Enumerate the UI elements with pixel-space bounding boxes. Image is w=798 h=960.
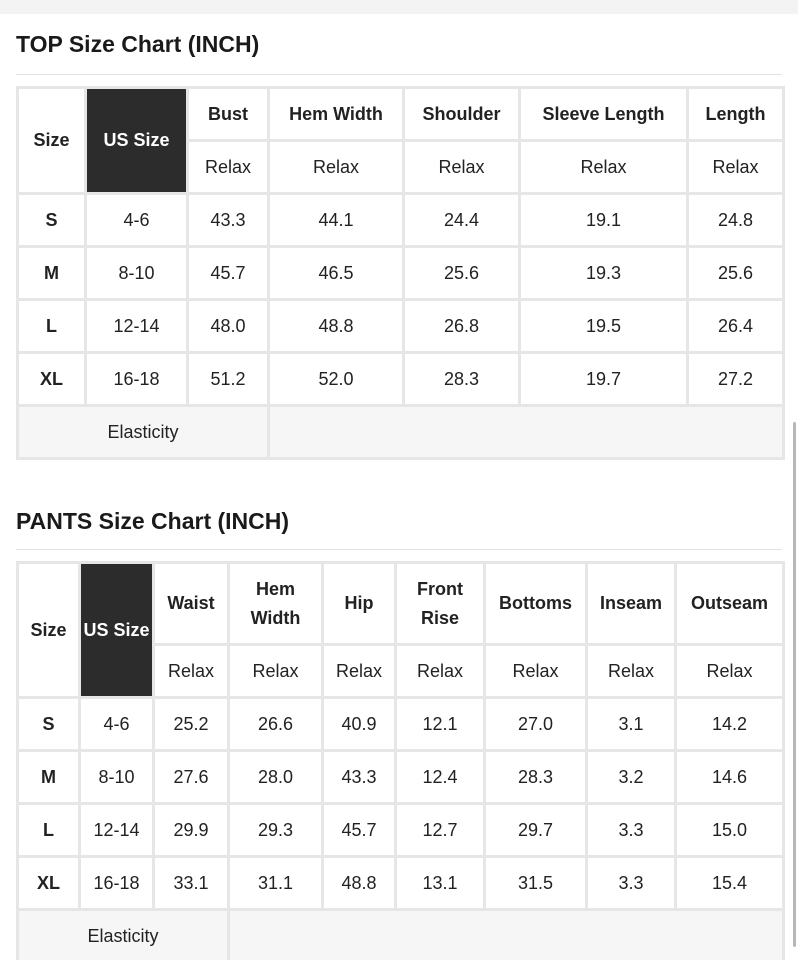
top-size-table-body <box>18 88 784 459</box>
us-size-cell: 12-14 <box>86 300 188 353</box>
relax-subheader: Relax <box>404 141 520 194</box>
value-cell: 48.0 <box>188 300 269 353</box>
value-cell: 31.1 <box>229 857 323 910</box>
elasticity-row <box>18 406 784 459</box>
table-row <box>18 804 784 857</box>
relax-subheader: Relax <box>587 645 676 698</box>
size-header: Size <box>18 563 80 698</box>
table-row <box>18 698 784 751</box>
value-cell: 3.2 <box>587 751 676 804</box>
value-cell: 26.8 <box>404 300 520 353</box>
value-cell: 19.7 <box>520 353 688 406</box>
value-cell: 14.6 <box>676 751 784 804</box>
value-cell: 3.3 <box>587 804 676 857</box>
elasticity-value <box>269 406 784 459</box>
us-size-cell: 16-18 <box>86 353 188 406</box>
value-cell: 25.6 <box>688 247 784 300</box>
value-cell: 24.8 <box>688 194 784 247</box>
column-header: Hem Width <box>269 88 404 141</box>
relax-subheader: Relax <box>269 141 404 194</box>
size-cell: XL <box>18 857 80 910</box>
top-chart-title: TOP Size Chart (INCH) <box>16 14 782 75</box>
us-size-cell: 12-14 <box>80 804 154 857</box>
us-size-cell: 8-10 <box>80 751 154 804</box>
value-cell: 48.8 <box>323 857 396 910</box>
table-row <box>18 353 784 406</box>
value-cell: 12.4 <box>396 751 485 804</box>
us-size-cell: 8-10 <box>86 247 188 300</box>
relax-subheader: Relax <box>676 645 784 698</box>
value-cell: 44.1 <box>269 194 404 247</box>
size-cell: S <box>18 698 80 751</box>
value-cell: 40.9 <box>323 698 396 751</box>
size-cell: XL <box>18 353 86 406</box>
value-cell: 33.1 <box>154 857 229 910</box>
size-cell: L <box>18 300 86 353</box>
value-cell: 27.2 <box>688 353 784 406</box>
size-header: Size <box>18 88 86 194</box>
value-cell: 27.0 <box>485 698 587 751</box>
top-size-table <box>16 86 785 460</box>
value-cell: 46.5 <box>269 247 404 300</box>
column-header: Front Rise <box>396 563 485 645</box>
column-header: Shoulder <box>404 88 520 141</box>
relax-subheader: Relax <box>188 141 269 194</box>
us-size-header: US Size <box>86 88 188 194</box>
column-header: Inseam <box>587 563 676 645</box>
size-cell: M <box>18 247 86 300</box>
value-cell: 31.5 <box>485 857 587 910</box>
us-size-cell: 16-18 <box>80 857 154 910</box>
column-header: Sleeve Length <box>520 88 688 141</box>
column-header: Length <box>688 88 784 141</box>
relax-subheader: Relax <box>229 645 323 698</box>
value-cell: 13.1 <box>396 857 485 910</box>
value-cell: 43.3 <box>188 194 269 247</box>
value-cell: 19.3 <box>520 247 688 300</box>
value-cell: 12.1 <box>396 698 485 751</box>
size-cell: L <box>18 804 80 857</box>
value-cell: 51.2 <box>188 353 269 406</box>
page-content <box>16 14 782 960</box>
column-header: Outseam <box>676 563 784 645</box>
table-row <box>18 300 784 353</box>
value-cell: 28.0 <box>229 751 323 804</box>
column-header: Bust <box>188 88 269 141</box>
table-row <box>18 194 784 247</box>
value-cell: 45.7 <box>323 804 396 857</box>
relax-subheader: Relax <box>520 141 688 194</box>
value-cell: 43.3 <box>323 751 396 804</box>
top-bar <box>0 0 798 14</box>
table-row <box>18 751 784 804</box>
relax-subheader: Relax <box>396 645 485 698</box>
column-header: Hem Width <box>229 563 323 645</box>
value-cell: 14.2 <box>676 698 784 751</box>
size-cell: M <box>18 751 80 804</box>
relax-subheader: Relax <box>485 645 587 698</box>
value-cell: 29.7 <box>485 804 587 857</box>
elasticity-value <box>229 910 784 960</box>
us-size-header: US Size <box>80 563 154 698</box>
value-cell: 15.0 <box>676 804 784 857</box>
value-cell: 52.0 <box>269 353 404 406</box>
column-header: Waist <box>154 563 229 645</box>
us-size-cell: 4-6 <box>86 194 188 247</box>
pants-size-table <box>16 561 785 960</box>
value-cell: 29.9 <box>154 804 229 857</box>
value-cell: 26.6 <box>229 698 323 751</box>
scrollbar-thumb[interactable] <box>793 422 796 947</box>
table-row <box>18 247 784 300</box>
relax-subheader: Relax <box>323 645 396 698</box>
elasticity-row <box>18 910 784 960</box>
value-cell: 3.1 <box>587 698 676 751</box>
value-cell: 26.4 <box>688 300 784 353</box>
column-header: Bottoms <box>485 563 587 645</box>
size-cell: S <box>18 194 86 247</box>
value-cell: 25.6 <box>404 247 520 300</box>
value-cell: 3.3 <box>587 857 676 910</box>
table-row <box>18 857 784 910</box>
value-cell: 25.2 <box>154 698 229 751</box>
value-cell: 19.1 <box>520 194 688 247</box>
pants-size-table-body <box>18 563 784 960</box>
us-size-cell: 4-6 <box>80 698 154 751</box>
value-cell: 48.8 <box>269 300 404 353</box>
value-cell: 19.5 <box>520 300 688 353</box>
elasticity-label: Elasticity <box>18 910 229 960</box>
value-cell: 27.6 <box>154 751 229 804</box>
value-cell: 45.7 <box>188 247 269 300</box>
elasticity-label: Elasticity <box>18 406 269 459</box>
value-cell: 28.3 <box>485 751 587 804</box>
relax-subheader: Relax <box>154 645 229 698</box>
pants-chart-title: PANTS Size Chart (INCH) <box>16 490 782 550</box>
value-cell: 12.7 <box>396 804 485 857</box>
value-cell: 15.4 <box>676 857 784 910</box>
column-header: Hip <box>323 563 396 645</box>
value-cell: 24.4 <box>404 194 520 247</box>
relax-subheader: Relax <box>688 141 784 194</box>
value-cell: 29.3 <box>229 804 323 857</box>
value-cell: 28.3 <box>404 353 520 406</box>
